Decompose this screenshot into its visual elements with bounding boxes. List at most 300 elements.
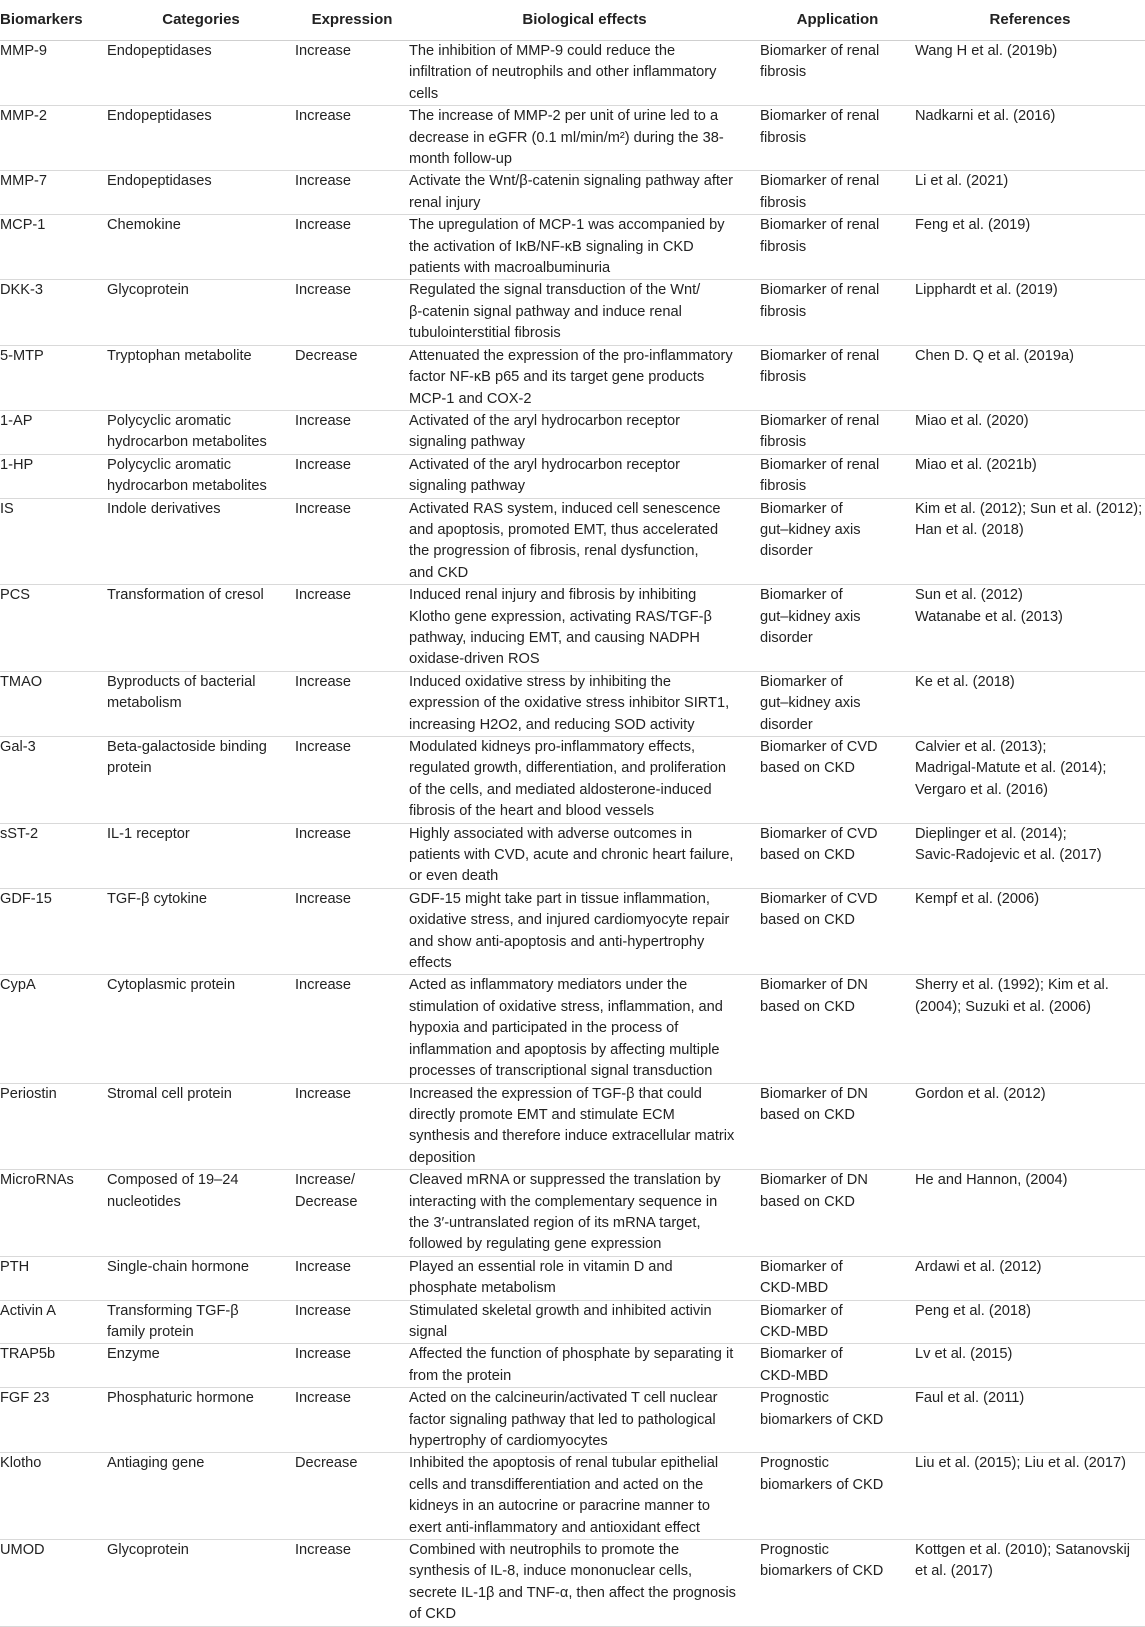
references-cell [915,1170,1145,1257]
cell-line: Indole derivatives [107,500,221,517]
cell-line: Han et al. (2018) [915,521,1024,538]
cell-line: and CKD [409,564,469,581]
cell-line: effects [409,955,452,972]
references-cell [915,671,1145,736]
references-cell [915,171,1145,215]
cell-line: DKK-3 [0,282,43,299]
references-cell [915,345,1145,410]
cell-line: disorder [760,716,813,733]
biological-effects-cell [409,1083,760,1170]
cell-line: biomarkers of CKD [760,1411,884,1428]
cell-line: Decrease [295,1455,358,1472]
cell-line: PTH [0,1258,30,1275]
cell-line: directly promote EMT and stimulate ECM [409,1106,675,1123]
cell-line: MCP-1 [0,217,46,234]
biomarker-cell [0,41,107,106]
cell-line: Biomarker of renal [760,108,880,125]
cell-line: Activated of the aryl hydrocarbon receptor [409,412,680,429]
expression-cell [295,454,409,498]
expression-cell [295,1083,409,1170]
cell-line: and show anti-apoptosis and anti-hypertrophy [409,933,705,950]
biomarker-cell [0,737,107,824]
cell-line: Increase [295,412,351,429]
cell-line: Biomarker of CVD [760,890,878,907]
cell-line: Lipphardt et al. (2019) [915,282,1058,299]
cell-line: synthesis of IL-8, induce mononuclear cells, [409,1563,693,1580]
expression-cell [295,1300,409,1344]
cell-line: Nadkarni et al. (2016) [915,108,1056,125]
category-cell [107,1300,295,1344]
expression-cell [295,1344,409,1388]
cell-line: Kim et al. (2012); Sun et al. (2012); [915,500,1143,517]
biomarker-cell [0,975,107,1083]
category-cell [107,1256,295,1300]
cell-line: Transforming TGF-β [107,1302,239,1319]
biomarker-cell [0,1540,107,1627]
cell-line: of CKD [409,1606,457,1623]
category-cell [107,888,295,975]
biological-effects-cell [409,171,760,215]
cell-line: gut–kidney axis [760,521,861,538]
cell-line: Endopeptidases [107,108,212,125]
table-row [0,171,1145,215]
application-cell [760,454,915,498]
biomarker-cell [0,280,107,345]
cell-line: Decrease [295,347,358,364]
application-cell [760,1388,915,1453]
category-cell [107,498,295,585]
cell-line: Increased the expression of TGF-β that could [409,1085,702,1102]
biomarker-cell [0,1344,107,1388]
cell-line: Enzyme [107,1346,160,1363]
category-cell [107,410,295,454]
cell-line: Modulated kidneys pro-inflammatory effects, [409,739,696,755]
cell-line: Byproducts of bacterial [107,673,256,690]
cell-line: Increase [295,1258,351,1275]
cell-line: Calvier et al. (2013); [915,739,1047,755]
cell-line: IS [0,500,14,517]
cell-line: Increase [295,1346,351,1363]
application-cell [760,671,915,736]
biological-effects-cell [409,585,760,672]
biological-effects-cell [409,737,760,824]
cell-line: inflammation and apoptosis by affecting multiple [409,1041,720,1058]
category-cell [107,671,295,736]
cell-line: protein [107,760,152,777]
expression-cell [295,737,409,824]
references-cell [915,1083,1145,1170]
cell-line: regulated growth, differentiation, and proliferation [409,760,726,777]
table-row [0,585,1145,672]
cell-line: Chemokine [107,217,181,234]
cell-line: fibrosis [760,194,807,211]
cell-line: Increase [295,43,351,59]
application-cell [760,1170,915,1257]
cell-line: followed by regulating gene expression [409,1236,662,1253]
expression-cell [295,498,409,585]
expression-cell [295,1170,409,1257]
table-header-row [0,0,1145,41]
table-row [0,215,1145,280]
cell-line: deposition [409,1149,476,1166]
references-cell [915,215,1145,280]
table-row [0,1344,1145,1388]
application-cell [760,1344,915,1388]
application-cell [760,41,915,106]
cell-line: Vergaro et al. (2016) [915,781,1049,798]
biological-effects-cell [409,280,760,345]
cell-line: based on CKD [760,1193,855,1210]
cell-line: Kottgen et al. (2010); Satanovskij [915,1542,1130,1559]
cell-line: Increase [295,217,351,234]
table-row [0,1083,1145,1170]
cell-line: Gal-3 [0,739,36,755]
cell-line: Induced oxidative stress by inhibiting the [409,673,672,690]
cell-line: synthesis and therefore induce extracellular matrix [409,1128,735,1145]
cell-line: Increase [295,673,351,690]
cell-line: Highly associated with adverse outcomes in [409,825,693,842]
biomarker-cell [0,345,107,410]
cell-line: from the protein [409,1367,512,1384]
table-row [0,737,1145,824]
biological-effects-cell [409,41,760,106]
cell-line: tubulointerstitial fibrosis [409,325,561,342]
cell-line: phosphate metabolism [409,1280,556,1297]
expression-cell [295,1388,409,1453]
cell-line: signal [409,1323,448,1340]
cell-line: biomarkers of CKD [760,1563,884,1580]
cell-line: Wang H et al. (2019b) [915,43,1058,59]
application-cell [760,1453,915,1540]
cell-line: nucleotides [107,1193,181,1210]
references-cell [915,823,1145,888]
cell-line: fibrosis [760,64,807,81]
biomarker-cell [0,410,107,454]
cell-line: Biomarker of DN [760,1085,868,1102]
cell-line: Affected the function of phosphate by separating it [409,1346,734,1363]
biological-effects-cell [409,215,760,280]
cell-line: Prognostic [760,1542,829,1559]
biomarker-cell [0,1388,107,1453]
category-cell [107,41,295,106]
biological-effects-cell [409,671,760,736]
cell-line: patients with CVD, acute and chronic heart failure, [409,847,734,864]
table-row [0,888,1145,975]
expression-cell [295,888,409,975]
header-categories: Categories [107,0,295,41]
cell-line: Biomarker of [760,1258,843,1275]
cell-line: IL-1 receptor [107,825,190,842]
biomarker-cell [0,671,107,736]
cell-line: Activated RAS system, induced cell senescence [409,500,721,517]
cell-line: Polycyclic aromatic [107,412,232,429]
cell-line: disorder [760,543,813,560]
cell-line: 5-MTP [0,347,44,364]
references-cell [915,888,1145,975]
application-cell [760,410,915,454]
cell-line: processes of transcriptional signal transduction [409,1063,713,1080]
cell-line: Increase [295,1302,351,1319]
cell-line: fibrosis [760,478,807,495]
references-cell [915,975,1145,1083]
cell-line: UMOD [0,1542,45,1559]
cell-line: Increase [295,825,351,842]
category-cell [107,823,295,888]
cell-line: fibrosis [760,303,807,320]
cell-line: Regulated the signal transduction of the Wnt/ [409,282,701,299]
cell-line: patients with macroalbuminuria [409,260,611,277]
cell-line: hydrocarbon metabolites [107,478,267,495]
cell-line: Periostin [0,1085,57,1102]
application-cell [760,215,915,280]
cell-line: Biomarker of renal [760,347,880,364]
cell-line: oxidase-driven ROS [409,651,540,668]
table-row [0,823,1145,888]
cell-line: Composed of 19–24 [107,1172,239,1189]
expression-cell [295,106,409,171]
expression-cell [295,41,409,106]
biomarker-cell [0,171,107,215]
references-cell [915,41,1145,106]
application-cell [760,171,915,215]
cell-line: Chen D. Q et al. (2019a) [915,347,1074,364]
cell-line: oxidative stress, and injured cardiomyocyte repair [409,912,730,929]
category-cell [107,345,295,410]
cell-line: factor NF-κB p65 and its target gene products [409,369,705,386]
cell-line: Biomarker of DN [760,977,868,994]
cell-line: hypertrophy of cardiomyocytes [409,1433,608,1449]
references-cell [915,585,1145,672]
cell-line: exert anti-inflammatory and antioxidant effect [409,1519,700,1536]
cell-line: based on CKD [760,847,855,864]
cell-line: Kempf et al. (2006) [915,890,1040,907]
biomarker-cell [0,823,107,888]
cell-line: renal injury [409,194,481,211]
category-cell [107,280,295,345]
biological-effects-cell [409,410,760,454]
references-cell [915,1300,1145,1344]
cell-line: or even death [409,868,499,885]
table-row [0,106,1145,171]
cell-line: Biomarker of renal [760,412,880,429]
category-cell [107,215,295,280]
expression-cell [295,345,409,410]
cell-line: Biomarker of renal [760,173,880,190]
cell-line: GDF-15 [0,890,52,907]
cell-line: Prognostic [760,1390,829,1407]
cell-line: Single-chain hormone [107,1258,249,1275]
biomarker-cell [0,1256,107,1300]
references-cell [915,410,1145,454]
cell-line: Biomarker of [760,673,843,690]
cell-line: of the cells, and mediated aldosterone-induced [409,781,712,798]
header-biological-effects: Biological effects [409,0,760,41]
application-cell [760,345,915,410]
cell-line: Biomarker of [760,1346,843,1363]
cell-line: Increase [295,456,351,473]
cell-line: 1-AP [0,412,33,429]
references-cell [915,498,1145,585]
category-cell [107,1344,295,1388]
table-row [0,1300,1145,1344]
references-cell [915,1256,1145,1300]
table-row [0,671,1145,736]
expression-cell [295,171,409,215]
cell-line: Peng et al. (2018) [915,1302,1032,1319]
cell-line: Acted on the calcineurin/activated T cell nuclear [409,1390,718,1407]
cell-line: Stimulated skeletal growth and inhibited activin [409,1302,712,1319]
table-body [0,41,1145,1627]
cell-line: increasing H2O2, and reducing SOD activity [409,716,695,733]
cell-line: He and Hannon, (2004) [915,1172,1068,1189]
cell-line: Increase [295,1085,351,1102]
cell-line: Inhibited the apoptosis of renal tubular epithelial [409,1455,719,1472]
cell-line: 1-HP [0,456,34,473]
cell-line: GDF-15 might take part in tissue inflammation, [409,890,710,907]
cell-line: Endopeptidases [107,173,212,190]
references-cell [915,1540,1145,1627]
table-row [0,1170,1145,1257]
cell-line: month follow-up [409,151,513,168]
cell-line: based on CKD [760,998,855,1015]
category-cell [107,975,295,1083]
biomarker-cell [0,454,107,498]
expression-cell [295,280,409,345]
cell-line: TRAP5b [0,1346,56,1363]
cell-line: and apoptosis, promoted EMT, thus accelerated [409,521,719,538]
biological-effects-cell [409,1256,760,1300]
cell-line: Sun et al. (2012) [915,587,1023,604]
table-row [0,1453,1145,1540]
cell-line: Glycoprotein [107,1542,189,1559]
biological-effects-cell [409,1453,760,1540]
cell-line: gut–kidney axis [760,695,861,712]
cell-line: FGF 23 [0,1390,50,1407]
application-cell [760,280,915,345]
cell-line: Increase [295,739,351,755]
cell-line: Endopeptidases [107,43,212,59]
cell-line: signaling pathway [409,478,526,495]
cell-line: MMP-2 [0,108,48,125]
cell-line: Biomarker of renal [760,456,880,473]
biomarker-cell [0,498,107,585]
cell-line: hypoxia and participated in the process of [409,1020,679,1037]
references-cell [915,1388,1145,1453]
cell-line: Transformation of cresol [107,587,264,604]
cell-line: MMP-7 [0,173,48,190]
category-cell [107,1453,295,1540]
biological-effects-cell [409,1344,760,1388]
biological-effects-cell [409,1170,760,1257]
cell-line: Prognostic [760,1455,829,1472]
cell-line: The upregulation of MCP-1 was accompanied by [409,217,725,234]
cell-line: fibrosis of the heart and blood vessels [409,803,654,820]
cell-line: disorder [760,629,813,646]
cell-line: β-catenin signal pathway and induce renal [409,303,682,320]
cell-line: Ardawi et al. (2012) [915,1258,1042,1275]
cell-line: Activin A [0,1302,56,1319]
cell-line: Phosphaturic hormone [107,1390,254,1407]
application-cell [760,106,915,171]
cell-line: Biomarker of CVD [760,739,878,755]
cell-line: Stromal cell protein [107,1085,232,1102]
biomarker-cell [0,888,107,975]
table-row [0,1256,1145,1300]
category-cell [107,454,295,498]
cell-line: (2004); Suzuki et al. (2006) [915,998,1092,1015]
references-cell [915,454,1145,498]
cell-line: Acted as inflammatory mediators under the [409,977,688,994]
application-cell [760,1300,915,1344]
cell-line: Ke et al. (2018) [915,673,1015,690]
cell-line: et al. (2017) [915,1563,993,1580]
cell-line: fibrosis [760,434,807,451]
application-cell [760,975,915,1083]
biological-effects-cell [409,498,760,585]
cell-line: Increase [295,587,351,604]
biological-effects-cell [409,823,760,888]
expression-cell [295,823,409,888]
application-cell [760,1540,915,1627]
application-cell [760,823,915,888]
references-cell [915,737,1145,824]
cell-line: Feng et al. (2019) [915,217,1031,234]
cell-line: Beta-galactoside binding [107,739,267,755]
cell-line: Combined with neutrophils to promote the [409,1542,680,1559]
cell-line: signaling pathway [409,434,526,451]
expression-cell [295,410,409,454]
references-cell [915,1344,1145,1388]
cell-line: Polycyclic aromatic [107,456,232,473]
cell-line: Sherry et al. (1992); Kim et al. [915,977,1109,994]
category-cell [107,1083,295,1170]
cell-line: Biomarker of [760,500,843,517]
cell-line: the 3′-untranslated region of its mRNA target, [409,1214,701,1231]
cell-line: stimulation of oxidative stress, inflammation, and [409,998,723,1015]
biological-effects-cell [409,888,760,975]
cell-line: PCS [0,587,31,604]
cell-line: Cytoplasmic protein [107,977,236,994]
cell-line: Biomarker of [760,587,843,604]
cell-line: Increase [295,977,351,994]
cell-line: Gordon et al. (2012) [915,1085,1046,1102]
cell-line: the activation of IκB/NF-κB signaling in CKD [409,238,694,255]
cell-line: cells and transdifferentiation and acted on the [409,1476,704,1493]
category-cell [107,1388,295,1453]
expression-cell [295,671,409,736]
cell-line: fibrosis [760,129,807,146]
biomarker-cell [0,1300,107,1344]
cell-line: Watanabe et al. (2013) [915,608,1063,625]
cell-line: pathway, inducing EMT, and causing NADPH [409,629,700,646]
cell-line: Li et al. (2021) [915,173,1009,190]
expression-cell [295,585,409,672]
cell-line: Biomarker of renal [760,43,880,59]
cell-line: Increase [295,282,351,299]
cell-line: Increase [295,1542,351,1559]
cell-line: CKD-MBD [760,1280,829,1297]
biomarker-cell [0,1083,107,1170]
cell-line: Biomarker of DN [760,1172,868,1189]
cell-line: Increase [295,890,351,907]
cell-line: Biomarker of CVD [760,825,878,842]
cell-line: infiltration of neutrophils and other inflammatory [409,64,717,81]
category-cell [107,585,295,672]
cell-line: Miao et al. (2021b) [915,456,1037,473]
application-cell [760,1256,915,1300]
category-cell [107,1540,295,1627]
references-cell [915,1453,1145,1540]
